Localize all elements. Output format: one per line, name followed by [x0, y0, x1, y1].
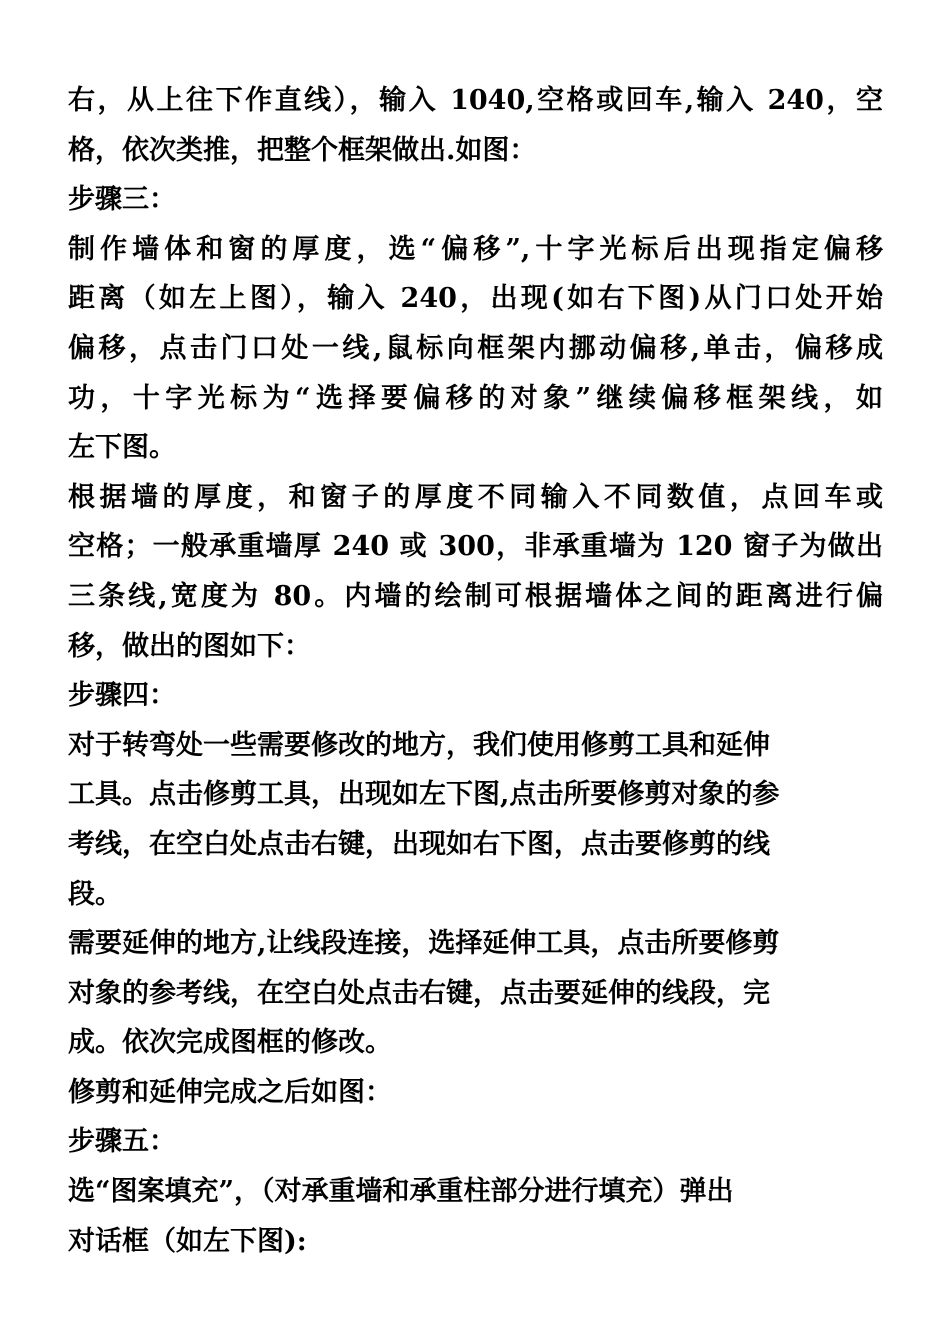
text-line: 对象的参考线，在空白处点击右键，点击要延伸的线段，完 [68, 977, 770, 1009]
text-line: 偏移，点击门口处一线,鼠标向框架内挪动偏移,单击，偏移成 [68, 332, 883, 364]
section-heading: 步骤四： [68, 680, 176, 712]
text-line: 格，依次类推，把整个框架做出.如图： [68, 134, 537, 166]
text-line: 修剪和延伸完成之后如图： [68, 1076, 392, 1108]
text-line: 选“图案填充”，（对承重墙和承重柱部分进行填充）弹出 [68, 1176, 734, 1208]
document-body [68, 76, 883, 1266]
text-line: 对话框（如左下图): [68, 1225, 307, 1257]
text-line: 工具。点击修剪工具，出现如左下图,点击所要修剪对象的参 [68, 779, 780, 811]
text-line: 移，做出的图如下： [68, 630, 311, 662]
text-line: 右，从上往下作直线），输入 1040,空格或回车,输入 240，空 [68, 85, 883, 116]
text-line: 对于转弯处一些需要修改的地方，我们使用修剪工具和延伸 [68, 729, 770, 761]
text-line: 制作墙体和窗的厚度，选“偏移”,十字光标后出现指定偏移 [68, 233, 883, 265]
text-line: 考线，在空白处点击右键，出现如右下图，点击要修剪的线 [68, 828, 770, 860]
text-line: 段。 [68, 878, 122, 910]
text-line: 需要延伸的地方,让线段连接，选择延伸工具，点击所要修剪 [68, 928, 780, 960]
text-line: 距离（如左上图），输入 240，出现(如右下图)从门口处开始 [68, 283, 883, 315]
text-line: 成。依次完成图框的修改。 [68, 1027, 392, 1059]
text-line: 左下图。 [68, 432, 176, 464]
text-line: 空格；一般承重墙厚 240 或 300，非承重墙为 120 窗子为做出 [68, 531, 883, 563]
section-heading: 步骤三： [68, 184, 176, 216]
section-heading: 步骤五： [68, 1126, 176, 1158]
text-line: 根据墙的厚度，和窗子的厚度不同输入不同数值，点回车或 [68, 481, 883, 513]
text-line: 功，十字光标为“选择要偏移的对象”继续偏移框架线，如 [68, 382, 883, 414]
text-line: 三条线,宽度为 80。内墙的绘制可根据墙体之间的距离进行偏 [68, 580, 883, 612]
